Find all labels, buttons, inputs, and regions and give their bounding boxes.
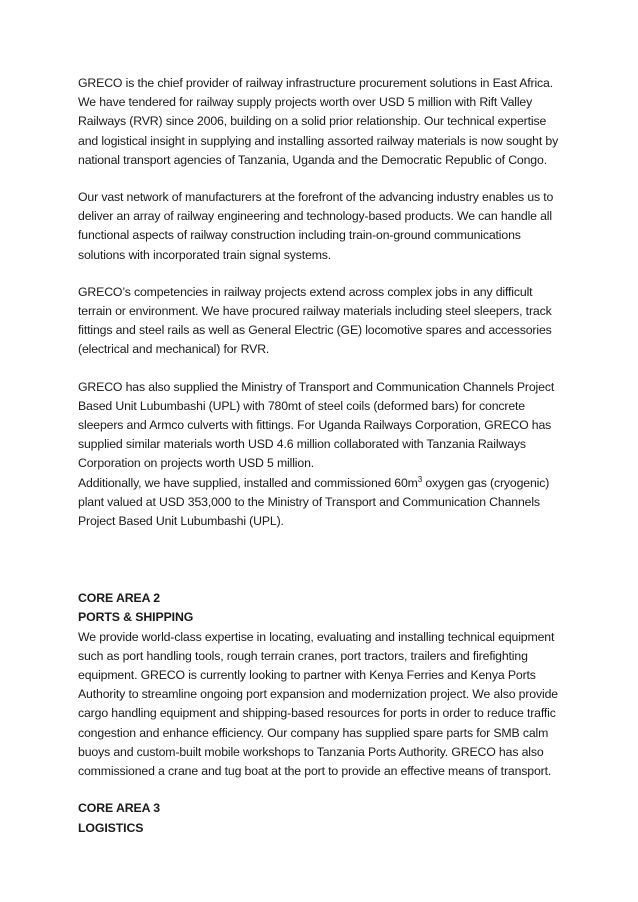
section-core-area-2: [78, 589, 568, 781]
paragraph-railway-competencies: GRECO’s competencies in railway projects extend across complex jobs in any difficult terrain or environment. We have procured railway materials including steel sleepers, track fittings and steel rails as well as General Electric (GE) locomotive spares and accessories (electrical and mechanical) for RVR.: [78, 284, 552, 357]
paragraph-ministry-supply: GRECO has also supplied the Ministry of Transport and Communication Channels Project Based Unit Lubumbashi (UPL) with 780mt of steel coils (deformed bars) for concrete sleepers and Armco culverts with fittings. For Uganda Railways Corporation, GRECO has supplied similar materials worth USD 4.6 million collaborated with Tanzania Railways Corporation on projects worth USD 5 million.: [78, 379, 555, 471]
oxygen-plant-text-end: oxygen gas (cryogenic) plant valued at USD 353,000 to the Ministry of Transport and Communication Channels Project Based Unit Lubumbashi (UPL).: [78, 475, 550, 529]
paragraph-railway-intro: GRECO is the chief provider of railway infrastructure procurement solutions in East Africa. We have tendered for railway supply projects worth over USD 5 million with Rift Valley Railways (RVR) since 2006, building on a solid prior relationship. Our technical expertise and logistical insight in supplying and installing assorted railway materials is now sought by national transport agencies of Tanzania, Uganda and the Democratic Republic of Congo.: [78, 76, 559, 167]
cubic-superscript: 3: [417, 474, 423, 484]
core-area-2-label: CORE AREA 2: [78, 591, 161, 606]
section-core-area-3: [78, 799, 568, 837]
core-area-2-body: We provide world-class expertise in locating, evaluating and installing technical equipment such as port handling tools, rough terrain cranes, port tractors, trailers and firefighting equipment. GRECO is currently looking to partner with Kenya Ferries and Kenya Ports Authority to streamline ongoing port expansion and modernization project. We also provide cargo handling equipment and shipping-based resources for ports in order to reduce traffic congestion and enhance efficiency. Our company has supplied spare parts for SMB calm buoys and custom-built mobile workshops to Tanzania Ports Authority. GRECO has also commissioned a crane and tug boat at the port to provide an effective means of transport.: [78, 629, 558, 779]
document-page: [78, 74, 568, 838]
oxygen-plant-text-start: Additionally, we have supplied, installed and commissioned 60m: [78, 475, 418, 490]
core-area-3-title: LOGISTICS: [78, 820, 144, 835]
core-area-3-label: CORE AREA 3: [78, 801, 161, 816]
core-area-2-title: PORTS & SHIPPING: [78, 610, 194, 625]
paragraph-manufacturer-network: Our vast network of manufacturers at the forefront of the advancing industry enables us to deliver an array of railway engineering and technology-based products. We can handle all functional aspects of railway construction including train-on-ground communications solutions with incorporated train signal systems.: [78, 190, 554, 262]
paragraph-oxygen-plant: [78, 474, 568, 532]
